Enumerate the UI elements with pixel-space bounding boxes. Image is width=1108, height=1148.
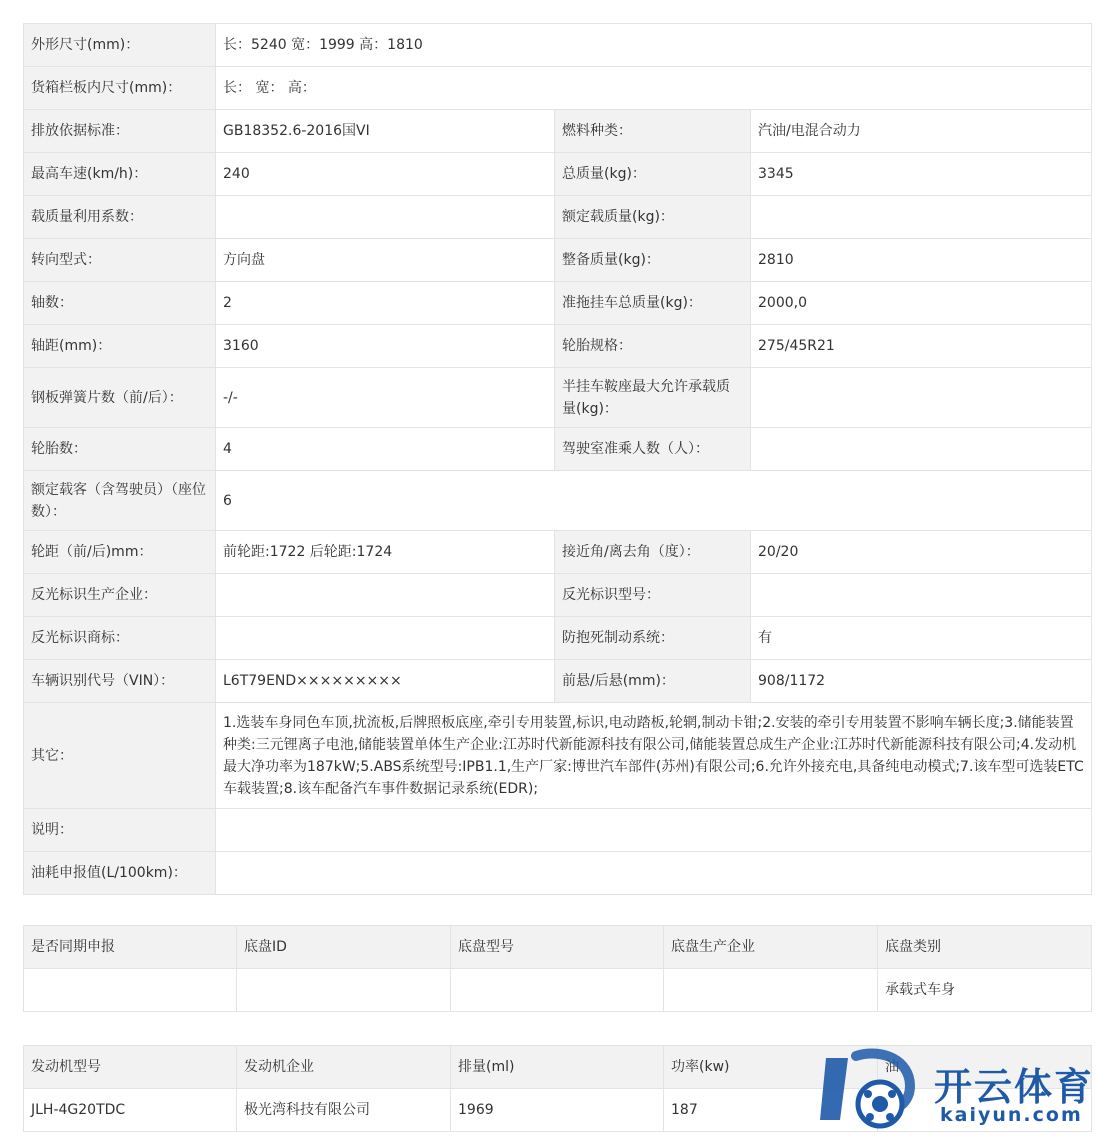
spec-row bbox=[24, 325, 1092, 368]
engine-cell: 187 bbox=[664, 1089, 878, 1132]
spec-value bbox=[751, 428, 1092, 471]
spec-value: 2 bbox=[216, 282, 555, 325]
spec-row bbox=[24, 428, 1092, 471]
spec-value bbox=[751, 196, 1092, 239]
spec-value: 3160 bbox=[216, 325, 555, 368]
spec-value bbox=[216, 574, 555, 617]
spec-row bbox=[24, 660, 1092, 703]
chassis-table bbox=[23, 925, 1092, 1012]
spec-value: 2810 bbox=[751, 239, 1092, 282]
spec-row-outer-size bbox=[24, 24, 1092, 67]
chassis-cell bbox=[237, 969, 451, 1012]
description-label: 说明： bbox=[24, 809, 216, 852]
spec-label: 接近角/离去角（度）： bbox=[555, 531, 751, 574]
spec-label: 驾驶室准乘人数（人）： bbox=[555, 428, 751, 471]
spec-label: 车辆识别代号（VIN）： bbox=[24, 660, 216, 703]
spec-row-other bbox=[24, 703, 1092, 809]
spec-value: GB18352.6-2016国VI bbox=[216, 110, 555, 153]
chassis-cell bbox=[24, 969, 237, 1012]
spec-label: 轴数： bbox=[24, 282, 216, 325]
spec-value bbox=[751, 574, 1092, 617]
chassis-cell bbox=[664, 969, 878, 1012]
outer-size-label: 外形尺寸(mm)： bbox=[24, 24, 216, 67]
spec-value bbox=[216, 617, 555, 660]
spec-row bbox=[24, 153, 1092, 196]
spec-label: 载质量利用系数： bbox=[24, 196, 216, 239]
spec-value: 4 bbox=[216, 428, 555, 471]
spec-row bbox=[24, 531, 1092, 574]
outer-size-value: 长：5240 宽：1999 高：1810 bbox=[216, 24, 1092, 67]
spec-label: 轮胎规格： bbox=[555, 325, 751, 368]
spec-label: 反光标识型号： bbox=[555, 574, 751, 617]
spec-label: 总质量(kg)： bbox=[555, 153, 751, 196]
description-value bbox=[216, 809, 1092, 852]
chassis-header-row bbox=[24, 926, 1092, 969]
chassis-header: 底盘生产企业 bbox=[664, 926, 878, 969]
other-value: 1.选装车身同色车顶,扰流板,后牌照板底座,牵引专用装置,标识,电动踏板,轮辋,制动卡钳;2.安装的牵引专用装置不影响车辆长度;3.储能装置种类:三元锂离子电池,储能装置单体生产企业:江苏时代新能源科技有限公司,储能装置总成生产企业:江苏时代新能源科技有限公司;4.发动机最大净功率为187kW;5.ABS系统型号:IPB1.1,生产厂家:博世汽车部件(苏州)有限公司;6.允许外接充电,具备纯电动模式;7.该车型可选装ETC车载装置;8.该车配备汽车事件数据记录系统(EDR); bbox=[216, 703, 1092, 809]
spec-label: 防抱死制动系统： bbox=[555, 617, 751, 660]
spec-label: 轮胎数： bbox=[24, 428, 216, 471]
passengers-value: 6 bbox=[216, 471, 1092, 531]
chassis-row bbox=[24, 969, 1092, 1012]
spec-label: 轮距（前/后)mm： bbox=[24, 531, 216, 574]
spec-label: 准拖挂车总质量(kg)： bbox=[555, 282, 751, 325]
spec-row bbox=[24, 368, 1092, 428]
fuel-consumption-label: 油耗申报值(L/100km)： bbox=[24, 852, 216, 895]
spec-label: 排放依据标准： bbox=[24, 110, 216, 153]
watermark-brand-cn: 开云体育 bbox=[934, 1065, 1095, 1109]
spec-row bbox=[24, 196, 1092, 239]
spec-value: 方向盘 bbox=[216, 239, 555, 282]
spec-value: 275/45R21 bbox=[751, 325, 1092, 368]
spec-row-cargo-size bbox=[24, 67, 1092, 110]
spec-value: 汽油/电混合动力 bbox=[751, 110, 1092, 153]
chassis-cell bbox=[451, 969, 664, 1012]
engine-cell: JLH-4G20TDC bbox=[24, 1089, 237, 1132]
spec-value: 240 bbox=[216, 153, 555, 196]
engine-header: 油 bbox=[878, 1046, 1092, 1089]
spec-row-passengers bbox=[24, 471, 1092, 531]
spec-label: 最高车速(km/h)： bbox=[24, 153, 216, 196]
cargo-size-label: 货箱栏板内尺寸(mm)： bbox=[24, 67, 216, 110]
spec-row bbox=[24, 574, 1092, 617]
spec-value: 有 bbox=[751, 617, 1092, 660]
engine-cell: 1969 bbox=[451, 1089, 664, 1132]
spec-label: 整备质量(kg)： bbox=[555, 239, 751, 282]
spec-label: 钢板弹簧片数（前/后）： bbox=[24, 368, 216, 428]
spec-label: 半挂车鞍座最大允许承载质量(kg)： bbox=[555, 368, 751, 428]
spec-label: 轴距(mm)： bbox=[24, 325, 216, 368]
chassis-header: 是否同期申报 bbox=[24, 926, 237, 969]
spec-label: 反光标识商标： bbox=[24, 617, 216, 660]
vehicle-spec-table bbox=[23, 23, 1092, 895]
kaiyun-watermark bbox=[818, 1046, 1100, 1142]
spec-value bbox=[216, 196, 555, 239]
spec-label: 额定载质量(kg)： bbox=[555, 196, 751, 239]
spec-row bbox=[24, 282, 1092, 325]
engine-header: 发动机企业 bbox=[237, 1046, 451, 1089]
spec-label: 转向型式： bbox=[24, 239, 216, 282]
fuel-consumption-value bbox=[216, 852, 1092, 895]
spec-row bbox=[24, 110, 1092, 153]
cargo-size-value: 长： 宽： 高： bbox=[216, 67, 1092, 110]
chassis-cell: 承载式车身 bbox=[878, 969, 1092, 1012]
spec-label: 反光标识生产企业： bbox=[24, 574, 216, 617]
chassis-header: 底盘类别 bbox=[878, 926, 1092, 969]
spec-value: 前轮距:1722 后轮距:1724 bbox=[216, 531, 555, 574]
engine-header: 排量(ml) bbox=[451, 1046, 664, 1089]
engine-header: 功率(kw) bbox=[664, 1046, 878, 1089]
engine-header: 发动机型号 bbox=[24, 1046, 237, 1089]
spec-label: 前悬/后悬(mm)： bbox=[555, 660, 751, 703]
kaiyun-logo-icon bbox=[818, 1046, 928, 1142]
spec-value: 3345 bbox=[751, 153, 1092, 196]
spec-value: L6T79END××××××××× bbox=[216, 660, 555, 703]
chassis-header: 底盘型号 bbox=[451, 926, 664, 969]
spec-value bbox=[751, 368, 1092, 428]
spec-row-fuel bbox=[24, 852, 1092, 895]
other-label: 其它： bbox=[24, 703, 216, 809]
chassis-header: 底盘ID bbox=[237, 926, 451, 969]
spec-row bbox=[24, 617, 1092, 660]
spec-label: 燃料种类： bbox=[555, 110, 751, 153]
spec-value: 20/20 bbox=[751, 531, 1092, 574]
passengers-label: 额定载客（含驾驶员）（座位数）： bbox=[24, 471, 216, 531]
watermark-brand-en: kaiyun.com bbox=[940, 1104, 1083, 1126]
spec-row bbox=[24, 239, 1092, 282]
spec-value: 2000,0 bbox=[751, 282, 1092, 325]
engine-cell: 极光湾科技有限公司 bbox=[237, 1089, 451, 1132]
spec-row-description bbox=[24, 809, 1092, 852]
spec-value: -/- bbox=[216, 368, 555, 428]
spec-value: 908/1172 bbox=[751, 660, 1092, 703]
